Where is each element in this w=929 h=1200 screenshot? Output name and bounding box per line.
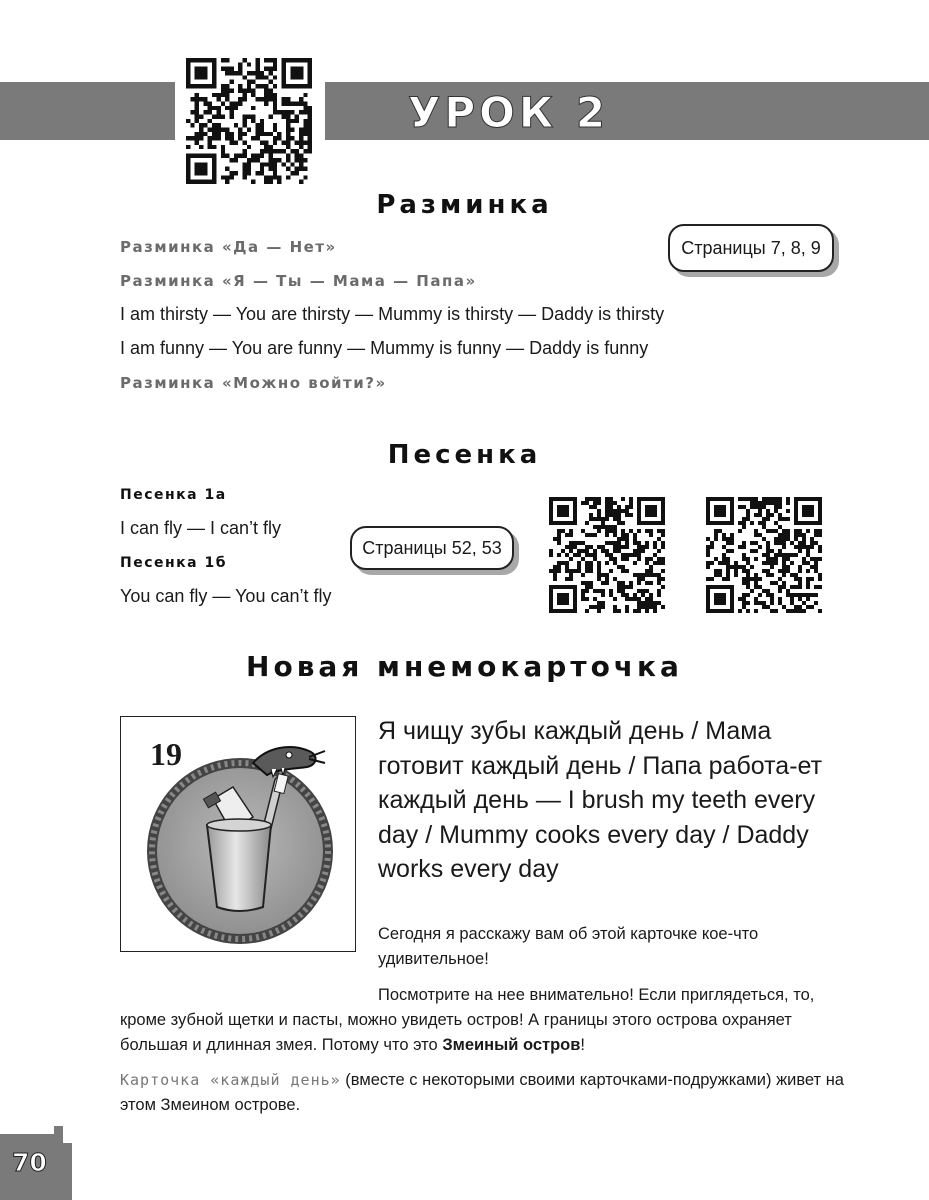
page-title: УРОК 2 (408, 88, 610, 137)
paragraph-snake-island (120, 983, 848, 1058)
warmup-line-5: Разминка «Можно войти?» (120, 374, 387, 392)
page-tab-pixel-2 (63, 1134, 72, 1143)
song-line-4: You can fly — You can’t fly (120, 586, 332, 606)
warmup-line-2: Разминка «Я — Ты — Мама — Папа» (120, 272, 477, 290)
qr-code-lesson[interactable] (186, 58, 312, 184)
page-number: 70 (12, 1148, 47, 1177)
paragraph-intro: Сегодня я расскажу вам об этой карточке кое-что удивительное! (378, 925, 759, 968)
warmup-line-1: Разминка «Да — Нет» (120, 238, 337, 256)
page-tab-pixel-1 (54, 1126, 63, 1135)
card-number: 19 (150, 736, 182, 772)
warmup-pages-badge: Страницы 7, 8, 9 (668, 224, 834, 272)
song-heading: Песенка (387, 440, 542, 470)
paragraph-snake-island-end: ! (580, 1036, 585, 1054)
card-heading: Новая мнемокарточка (246, 650, 683, 683)
song-line-3: Песенка 1б (120, 555, 228, 571)
snake-island-bold: Змеиный остров (442, 1036, 581, 1054)
card-phrase: Я чищу зубы каждый день / Мама готовит каждый день / Папа работа-ет каждый день — I brush my teeth every day / Mummy cooks every day / Daddy works every day (378, 717, 823, 883)
qr-code-song-2[interactable] (706, 497, 822, 613)
paragraph-snake-island-text: Посмотрите на нее внимательно! Если приглядеться, то, кроме зубной щетки и пасты, можно увидеть остров! А границы этого острова охраняет большая и длинная змея. Потому что это (120, 986, 815, 1054)
song-line-2: I can fly — I can’t fly (120, 518, 282, 538)
header-banner-left (0, 82, 175, 140)
song-pages-badge: Страницы 52, 53 (350, 526, 514, 570)
card-every-day-tag: Карточка «каждый день» (120, 1071, 341, 1089)
paragraph-card-home-text: (вместе с некоторыми своими карточками-подружками) живет на этом Змеином острове. (120, 1071, 844, 1114)
warmup-line-4: I am funny — You are funny — Mummy is funny — Daddy is funny (120, 338, 649, 358)
paragraph-card-home (120, 1068, 848, 1118)
qr-code-song-1[interactable] (549, 497, 665, 613)
warmup-line-3: I am thirsty — You are thirsty — Mummy is thirsty — Daddy is thirsty (120, 304, 665, 324)
song-line-1: Песенка 1а (120, 487, 227, 503)
warmup-heading: Разминка (376, 190, 553, 220)
